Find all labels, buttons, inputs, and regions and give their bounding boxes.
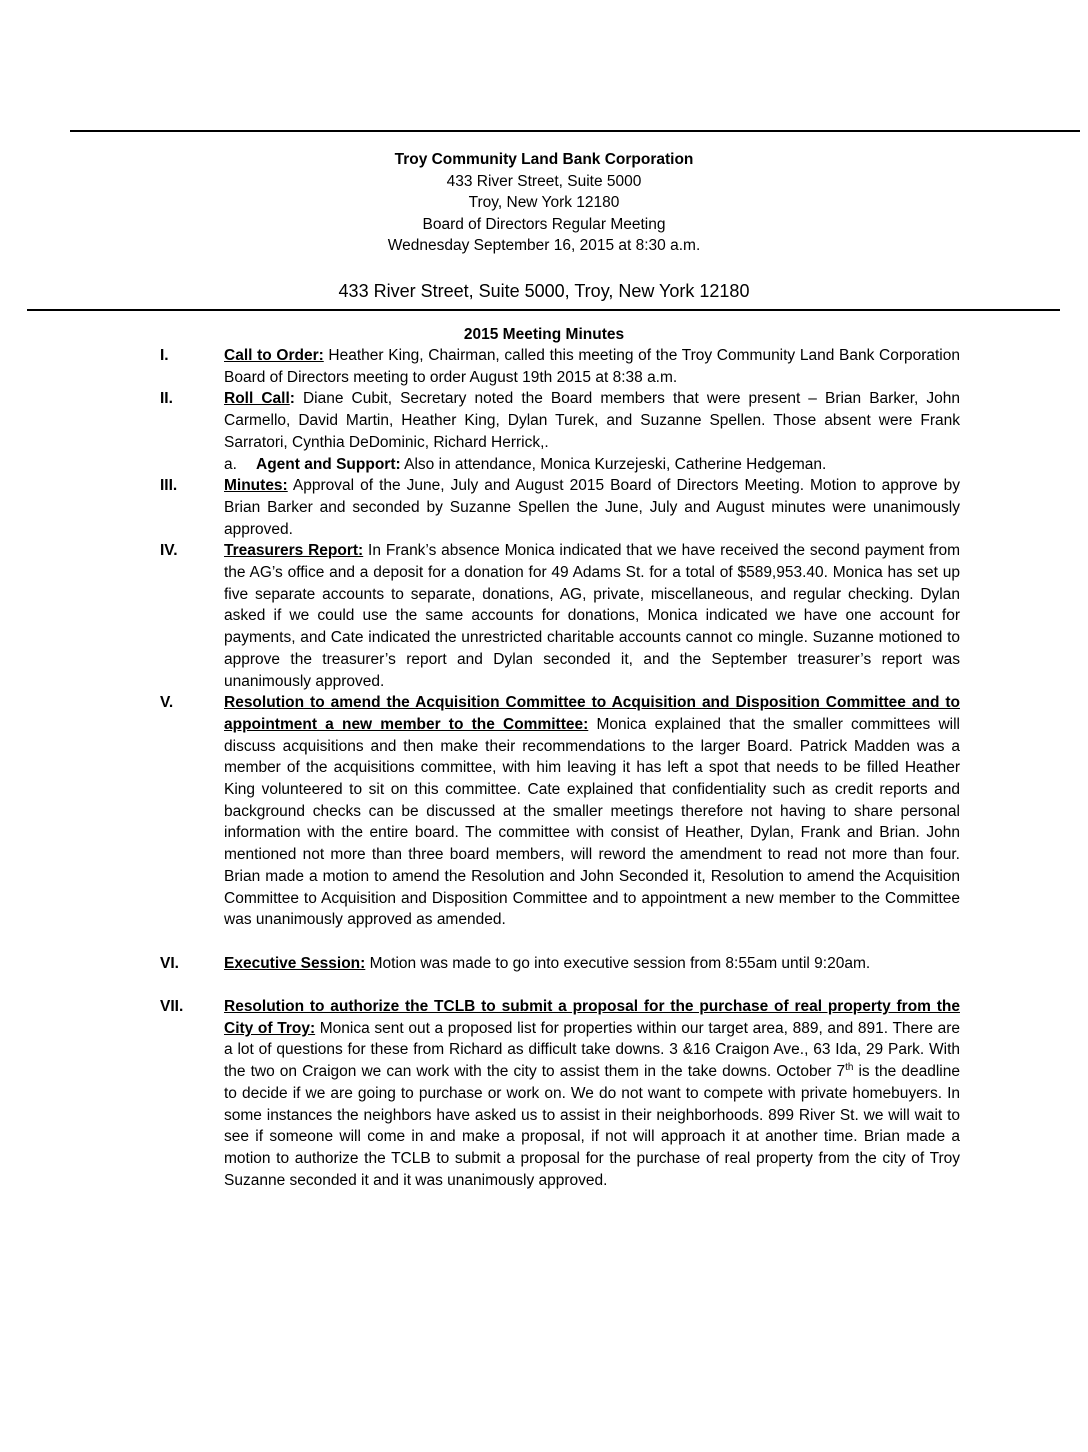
item-body: [224, 388, 960, 453]
address-line-1: 433 River Street, Suite 5000: [446, 172, 642, 190]
top-rule: [70, 130, 1080, 132]
minutes-item-treasurers-report: [160, 540, 960, 692]
item-number: VII.: [160, 998, 184, 1016]
item-heading-colon: :: [289, 390, 295, 408]
minutes-item-resolution-committee: [160, 692, 960, 931]
item-heading: Resolution to authorize the TCLB to submit a proposal for the purchase of real property from the City of Troy:: [224, 998, 960, 1037]
minutes-item-resolution-proposal: [160, 996, 960, 1191]
item-heading: Call to Order:: [224, 347, 324, 364]
item-body: [224, 996, 960, 1191]
item-text-continued: is the deadline to decide if we are going to purchase or work on. We do not want to compete with private homebuyers. In some instances the neighbors have asked us to assist in their neighborhoods. 899 River St. we will wait to see if someone will come in and make a proposal, if not will approach it at another time. Brian made a motion to authorize the TCLB to submit a proposal for the purchase of real property from the city of Troy Suzanne seconded it and it was unanimously approved.: [224, 1063, 960, 1189]
minutes-subitem-agent-support: [224, 454, 960, 476]
item-text: In Frank’s absence Monica indicated that we have received the second payment from the AG’s office and a deposit for a donation for 49 Adams St. for a total of $589,953.40. Monica has set up five separate accounts to separate, donations, AG, private, miscellaneous, and regular checking. Dylan asked if we could use the same accounts for donations, Monica indicated we have one account for payments, and Cate indicated the unrestricted charitable accounts cannot co mingle. Suzanne motioned to approve the treasurer’s report and Dylan seconded it, and the September treasurer’s report was unanimously approved.: [224, 542, 960, 690]
item-heading: Minutes:: [224, 477, 288, 495]
item-text: Monica explained that the smaller committees will discuss acquisitions and then make their recommendations to the larger Board. Patrick Madden was a member of the acquisitions committee, with him leaving it has left a spot that needs to be filled Heather King volunteered to sit on this committee. Cate explained that confidentiality such as credit reports and background checks can be discussed at the smaller meetings therefore not having to share personal information with the entire board. The committee with consist of Heather, Dylan, Frank and Brian. John mentioned not more than three board members, will reword the amendment to read not more than four. Brian made a motion to amend the Resolution and John Seconded it, Resolution to amend the Acquisition Committee to Acquisition and Disposition Committee and to appointment a new member to the Committee was unanimously approved as amended.: [224, 715, 960, 929]
minutes-item-minutes: [160, 475, 960, 540]
item-heading: Roll Call: [224, 390, 290, 408]
subitem-text: Also in attendance, Monica Kurzejeski, Catherine Hedgeman.: [400, 455, 827, 473]
subitem-body: [256, 454, 960, 476]
address-line-2: Troy, New York 12180: [468, 194, 620, 212]
organization-name: Troy Community Land Bank Corporation: [394, 151, 694, 168]
item-body: [224, 345, 960, 388]
item-text: Approval of the June, July and August 2015 Board of Directors Meeting. Motion to approve by Brian Barker and seconded by Suzanne Spellen the June, July and August minutes were unanimously approved.: [224, 477, 960, 538]
subitem-heading: Agent and Support:: [256, 455, 401, 473]
item-number: V.: [160, 694, 174, 712]
item-number: I.: [160, 347, 169, 364]
item-number: VI.: [160, 954, 179, 972]
item-heading: Treasurers Report:: [224, 542, 364, 560]
item-body: [224, 475, 960, 540]
item-heading: Executive Session:: [224, 954, 366, 972]
item-text: Diane Cubit, Secretary noted the Board members that were present – Brian Barker, John Carmello, David Martin, Heather King, Dylan Turek, and Suzanne Spellen. Those absent were Frank Sarratori, Cynthia DeDominic, Richard Herrick,.: [224, 390, 960, 451]
item-body: [224, 692, 960, 931]
item-number: III.: [160, 477, 178, 495]
item-body: [224, 540, 960, 692]
letterhead: [0, 149, 1088, 257]
item-body: [224, 953, 960, 975]
subitem-letter: a.: [224, 455, 237, 473]
minutes-items: [160, 345, 960, 1191]
item-number: II.: [160, 390, 173, 408]
item-text: Heather King, Chairman, called this meeting of the Troy Community Land Bank Corporation Board of Directors meeting to order August 19th 2015 at 8:38 a.m.: [224, 347, 960, 386]
minutes-title: 2015 Meeting Minutes: [463, 326, 625, 343]
item-number: IV.: [160, 542, 178, 560]
ordinal-suffix: th: [845, 1062, 854, 1074]
item-text: Motion was made to go into executive session from 8:55am until 9:20am.: [365, 954, 871, 972]
item-heading: Resolution to amend the Acquisition Committee to Acquisition and Disposition Committee and to appointment a new member to the Committee:: [224, 694, 960, 733]
address-banner: 433 River Street, Suite 5000, Troy, New York 12180: [338, 281, 750, 301]
minutes-item-roll-call: [160, 388, 960, 453]
meeting-type: Board of Directors Regular Meeting: [422, 215, 666, 233]
item-text: Monica sent out a proposed list for properties within our target area, 889, and 891. There are a lot of questions for these from Richard as difficult take downs. 3 &16 Craigon Ave., 63 Ida, 29 Park. With the two on Craigon we can work with the city to assist them in the take downs. October 7: [224, 1019, 960, 1081]
meeting-datetime: Wednesday September 16, 2015 at 8:30 a.m.: [387, 237, 701, 255]
header-divider: [27, 309, 1060, 311]
minutes-item-executive-session: [160, 953, 960, 975]
minutes-item-call-to-order: [160, 345, 960, 388]
